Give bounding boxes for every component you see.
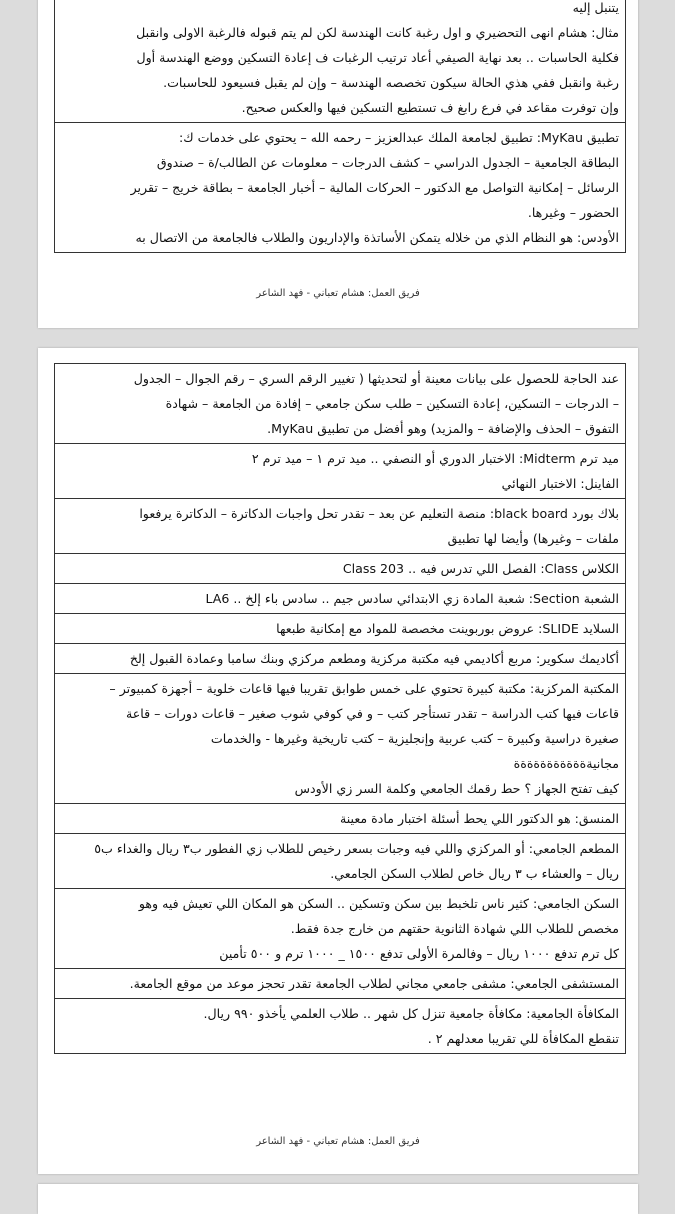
text-line: وإن توفرت مقاعد في فرع رابغ ف تستطيع التسكين فيها والعكس صحيح.: [241, 100, 619, 115]
text-line: تطبيق MyKau: تطبيق لجامعة الملك عبدالعزيز – رحمه الله – يحتوي على خدمات ك:: [179, 130, 619, 145]
table-row: [55, 444, 625, 499]
text-line: المطعم الجامعي: أو المركزي واللي فيه وجبات بسعر رخيص للطلاب زي الفطور ب٣ ريال والغداء ب٥: [94, 841, 619, 856]
text-line: بلاك بورد black board: منصة التعليم عن بعد – تقدر تحل واجبات الدكاترة – الدكاترة يرفعوا: [139, 506, 619, 521]
text-line: المكتبة المركزية: مكتبة كبيرة تحتوي على خمس طوابق تقريبا فيها قاعات خلوية – أجهزة كمبيوتر –: [109, 681, 619, 696]
document-page-3: [38, 1184, 638, 1214]
page-footer: فريق العمل: هشام تعباني - فهد الشاعر: [256, 288, 420, 299]
text-line: ملفات – وغيرها) وأيضا لها تطبيق: [447, 531, 619, 546]
table-row: [55, 804, 625, 834]
table-row: [55, 674, 625, 804]
table-row: [55, 999, 625, 1053]
text-line: التفوق – الحذف والإضافة – والمزيد) وهو أفضل من تطبيق MyKau.: [267, 421, 619, 436]
text-line: المنسق: هو الدكتور اللي يحط أسئلة اختبار مادة معينة: [339, 811, 619, 826]
document-page-2: [38, 348, 638, 1174]
table-row: [55, 554, 625, 584]
text-line: يتنبل إليه: [572, 0, 619, 15]
text-line: فكلية الحاسبات .. بعد نهاية الصيفي أعاد ترتيب الرغبات ف إعادة التسكين ووضع الهندسة أول: [136, 50, 619, 65]
text-line: عند الحاجة للحصول على بيانات معينة أو لتحديثها ( تغيير الرقم السري – رقم الجوال – الجدول: [133, 371, 619, 386]
table-row: [55, 0, 625, 123]
text-line: الأودس: هو النظام الذي من خلاله يتمكن الأساتذة والإداريون والطلاب فالجامعة من الاتصال به: [135, 230, 619, 245]
text-line: الشعبة Section: شعبة المادة زي الابتدائي سادس جيم .. سادس باء إلخ .. LA6: [205, 591, 619, 606]
text-line: كل ترم تدفع ١٠٠٠ ريال – وفالمرة الأولى تدفع ١٥٠٠ _ ١٠٠٠ ترم و ٥٠٠ تأمين: [219, 946, 619, 961]
text-line: ميد ترم Midterm: الاختبار الدوري أو النصفي .. ميد ترم ١ – ميد ترم ٢: [251, 451, 619, 466]
glossary-table-1: [54, 0, 626, 253]
text-line: مثال: هشام انهى التحضيري و اول رغبة كانت الهندسة لكن لم يتم قبوله فالرغبة الاولى وانقبل: [136, 25, 619, 40]
table-row: [55, 889, 625, 969]
table-row: [55, 499, 625, 554]
table-row: [55, 584, 625, 614]
text-line: الرسائل – إمكانية التواصل مع الدكتور – الحركات المالية – أخبار الجامعة – بطاقة خريج – تقرير: [130, 180, 619, 195]
text-line: كيف تفتح الجهاز ؟ حط رقمك الجامعي وكلمة السر زي الأودس: [294, 781, 619, 796]
text-line: رغبة وانقبل ففي هذي الحالة سيكون تخصصه الهندسة – وإن لم يقبل فسيعود للحاسبات.: [163, 75, 619, 90]
text-line: صغيرة دراسية وكبيرة – كتب عربية وإنجليزية – كتب تاريخية وغيرها - والخدمات: [210, 731, 619, 746]
text-line: ريال – والعشاء ب ٣ ريال خاص لطلاب السكن الجامعي.: [330, 866, 619, 881]
document-page-1: [38, 0, 638, 328]
text-line: السكن الجامعي: كثير ناس تلخبط بين سكن وتسكين .. السكن هو المكان اللي تعيش فيه وهو: [138, 896, 619, 911]
text-line: مجانيةةةةةةةةةةةة: [513, 756, 619, 771]
text-line: السلايد SLIDE: عروض بوربوينت مخصصة للمواد مع إمكانية طبعها: [276, 621, 619, 636]
glossary-table-2: [54, 363, 626, 1054]
table-row: [55, 123, 625, 252]
text-line: الفاينل: الاختبار النهائي: [501, 476, 619, 491]
text-line: الكلاس Class: الفصل اللي تدرس فيه .. Class 203: [342, 561, 619, 576]
text-line: قاعات فيها كتب الدراسة – تقدر تستأجر كتب – و في كوفي شوب صغير – قاعات دورات – قاعة: [126, 706, 619, 721]
text-line: أكاديمك سكوير: مربع أكاديمي فيه مكتبة مركزية ومطعم مركزي وبنك سامبا وعمادة القبول إلخ: [129, 651, 619, 666]
text-line: البطاقة الجامعية – الجدول الدراسي – كشف الدرجات – معلومات عن الطالب/ة – صندوق: [156, 155, 619, 170]
page-footer: فريق العمل: هشام تعباني - فهد الشاعر: [256, 1136, 420, 1147]
table-row: [55, 969, 625, 999]
table-row: [55, 364, 625, 444]
text-line: – الدرجات – التسكين، إعادة التسكين – طلب سكن جامعي – إفادة من الجامعة – شهادة: [165, 396, 619, 411]
text-line: الحضور – وغيرها.: [527, 205, 619, 220]
text-line: مخصص للطلاب اللي شهادة الثانوية حقتهم من خارج جدة فقط.: [290, 921, 619, 936]
table-row: [55, 834, 625, 889]
table-row: [55, 644, 625, 674]
table-row: [55, 614, 625, 644]
text-line: تنقطع المكافأة للي تقريبا معدلهم ٢ .: [427, 1031, 619, 1046]
text-line: المكافأة الجامعية: مكافأة جامعية تنزل كل شهر .. طلاب العلمي يأخذو ٩٩٠ ريال.: [203, 1006, 619, 1021]
text-line: المستشفى الجامعي: مشفى جامعي مجاني لطلاب الجامعة تقدر تحجز موعد من موقع الجامعة.: [129, 976, 619, 991]
